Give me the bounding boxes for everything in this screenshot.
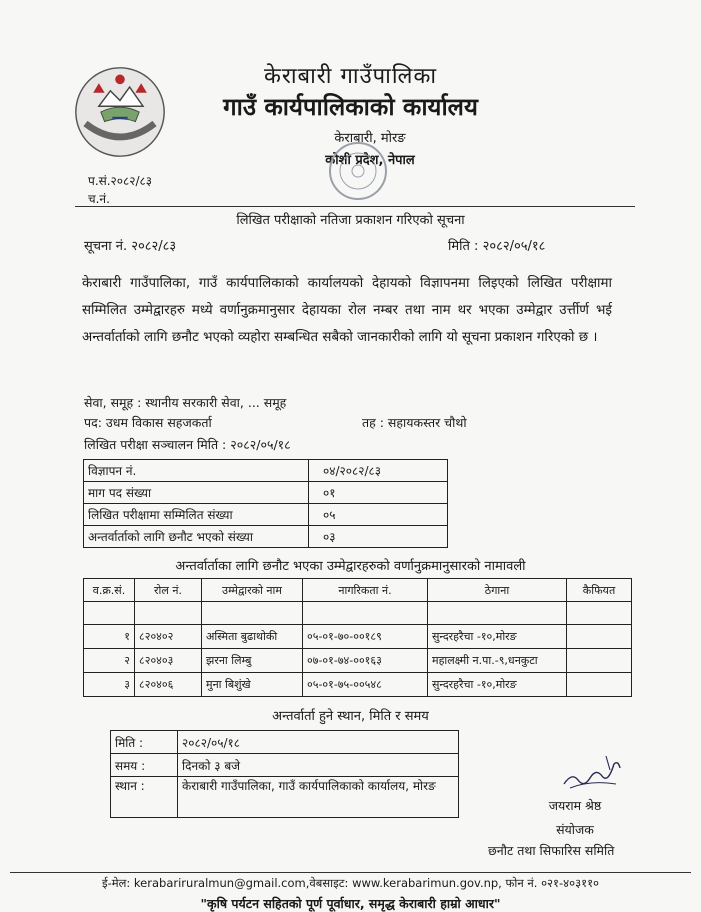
footer-divider: [10, 872, 691, 873]
signature-scribble: [560, 750, 624, 794]
candidate-list-title: अन्तर्वार्ताका लागि छनौट भएका उम्मेद्वारहरुको वर्णानुक्रमानुसारको नामावली: [175, 559, 526, 574]
table-row: [84, 460, 448, 482]
post-name: पद: उधम विकास सहजकर्ता: [84, 415, 212, 430]
interview-label: समय :: [111, 754, 178, 777]
table-row: [84, 673, 632, 697]
exam-date: लिखित परीक्षा सञ्चालन मिति : २०८२/०५/१८: [84, 437, 291, 452]
table-row: [111, 777, 459, 818]
office-address: केराबारी, मोरङ: [334, 131, 406, 146]
summary-label: माग पद संख्या: [84, 482, 309, 504]
table-header-row: [84, 579, 632, 602]
col-header-citizenship: नागरिकता नं.: [303, 579, 428, 602]
cell-remarks: [567, 673, 632, 697]
col-header-remarks: कैफियत: [567, 579, 632, 602]
footer-contact: ई-मेल: kerabariruralmun@gmail.com,वेबसाइट: www.kerabarimun.gov.np, फोन नं. ०२१-४०३११०: [101, 876, 600, 890]
signer-name: जयराम श्रेष्ठ: [548, 798, 602, 813]
cell-serial: ३: [84, 673, 135, 697]
table-row: [84, 649, 632, 673]
signer-role: संयोजक: [556, 822, 594, 837]
municipality-name: केराबारी गाउँपालिका: [263, 64, 438, 89]
cell-address: सुन्दरहरैचा -१०,मोरङ: [428, 625, 567, 649]
patra-sankhya: प.सं.२०८२/८३: [88, 174, 153, 188]
office-province: कोशी प्रदेश, नेपाल: [325, 153, 415, 168]
col-header-address: ठेगाना: [428, 579, 567, 602]
notice-date: मिति : २०८२/०५/१८: [448, 239, 546, 254]
cell-name: मुना बिशुंखे: [202, 673, 303, 697]
summary-label: लिखित परीक्षामा सम्मिलित संख्या: [84, 504, 309, 526]
cell-citizenship: ०५-०१-७०-००१८९: [303, 625, 428, 649]
summary-label: अन्तर्वार्ताको लागि छनौट भएको संख्या: [84, 526, 309, 548]
notice-number: सूचना नं. २०८२/८३: [84, 239, 177, 254]
cell-citizenship: ०५-०१-७५-००५४८: [303, 673, 428, 697]
interview-label: स्थान :: [111, 777, 178, 818]
candidate-table: [83, 578, 632, 697]
summary-value: ०३: [309, 526, 448, 548]
notice-subject: लिखित परीक्षाको नतिजा प्रकाशन गरिएको सूचना: [236, 213, 465, 228]
post-level: तह : सहायकस्तर चौथो: [362, 415, 467, 430]
cell-serial: १: [84, 625, 135, 649]
table-row: [111, 731, 459, 754]
summary-value: ०४/२०८२/८३: [309, 460, 448, 482]
service-group: सेवा, समूह : स्थानीय सरकारी सेवा, ... समूह: [84, 395, 287, 410]
interview-value: दिनको ३ बजे: [178, 754, 459, 777]
cell-name: अस्मिता बुढाथोकी: [202, 625, 303, 649]
interview-value: केराबारी गाउँपालिका, गाउँ कार्यपालिकाको कार्यालय, मोरङ: [178, 777, 459, 818]
table-row: [84, 504, 448, 526]
interview-label: मिति :: [111, 731, 178, 754]
footer-slogan: "कृषि पर्यटन सहितको पूर्ण पूर्वाधार, समृद्ध केराबारी हाम्रो आधार": [200, 896, 501, 911]
cell-serial: २: [84, 649, 135, 673]
interview-value: २०८२/०५/१८: [178, 731, 459, 754]
chalani-number: च.नं.: [88, 192, 110, 206]
table-row: [84, 625, 632, 649]
signer-block: [520, 794, 630, 842]
cell-remarks: [567, 625, 632, 649]
cell-address: महालक्ष्मी न.पा.-९,धनकुटा: [428, 649, 567, 673]
cell-address: सुन्दरहरैचा -१०,मोरङ: [428, 673, 567, 697]
cell-roll: ८२०४०२: [135, 625, 202, 649]
col-header-serial: व.क्र.सं.: [84, 579, 135, 602]
exam-summary-table: [83, 459, 448, 548]
col-header-roll: रोल नं.: [135, 579, 202, 602]
interview-table: [110, 730, 459, 818]
summary-value: ०१: [309, 482, 448, 504]
table-spacer-row: [84, 602, 632, 625]
reference-block: [88, 172, 152, 208]
summary-label: विज्ञापन नं.: [84, 460, 309, 482]
table-row: [84, 482, 448, 504]
table-row: [84, 526, 448, 548]
header-divider: [75, 206, 635, 207]
office-name: गाउँ कार्यपालिकाको कार्यालय: [223, 93, 478, 121]
cell-remarks: [567, 649, 632, 673]
summary-value: ०५: [309, 504, 448, 526]
committee-name: छनौट तथा सिफारिस समिति: [488, 843, 615, 858]
notice-body: केराबारी गाउँपालिका, गाउँ कार्यपालिकाको कार्यालयको देहायको विज्ञापनमा लिइएको लिखित परीक्षामा सम्मिलित उम्मेद्वारहरु मध्ये वर्णानुक्रमानुसार देहायका रोल नम्बर तथा नाम थर भएका उम्मेद्वार उर्त्तीर्ण भई अन्तर्वार्ताको लागि छनौट भएको व्यहोरा सम्बन्धित सबैको जानकारीको लागि यो सूचना प्रकाशन गरिएको छ ।: [82, 276, 612, 345]
cell-citizenship: ०७-०१-७४-००१६३: [303, 649, 428, 673]
table-row: [111, 754, 459, 777]
cell-roll: ८२०४०३: [135, 649, 202, 673]
cell-name: झरना लिम्बु: [202, 649, 303, 673]
office-seal-stamp: [318, 140, 398, 202]
cell-roll: ८२०४०६: [135, 673, 202, 697]
col-header-name: उम्मेद्वारको नाम: [202, 579, 303, 602]
interview-title: अन्तर्वार्ता हुने स्थान, मिति र समय: [272, 709, 429, 724]
